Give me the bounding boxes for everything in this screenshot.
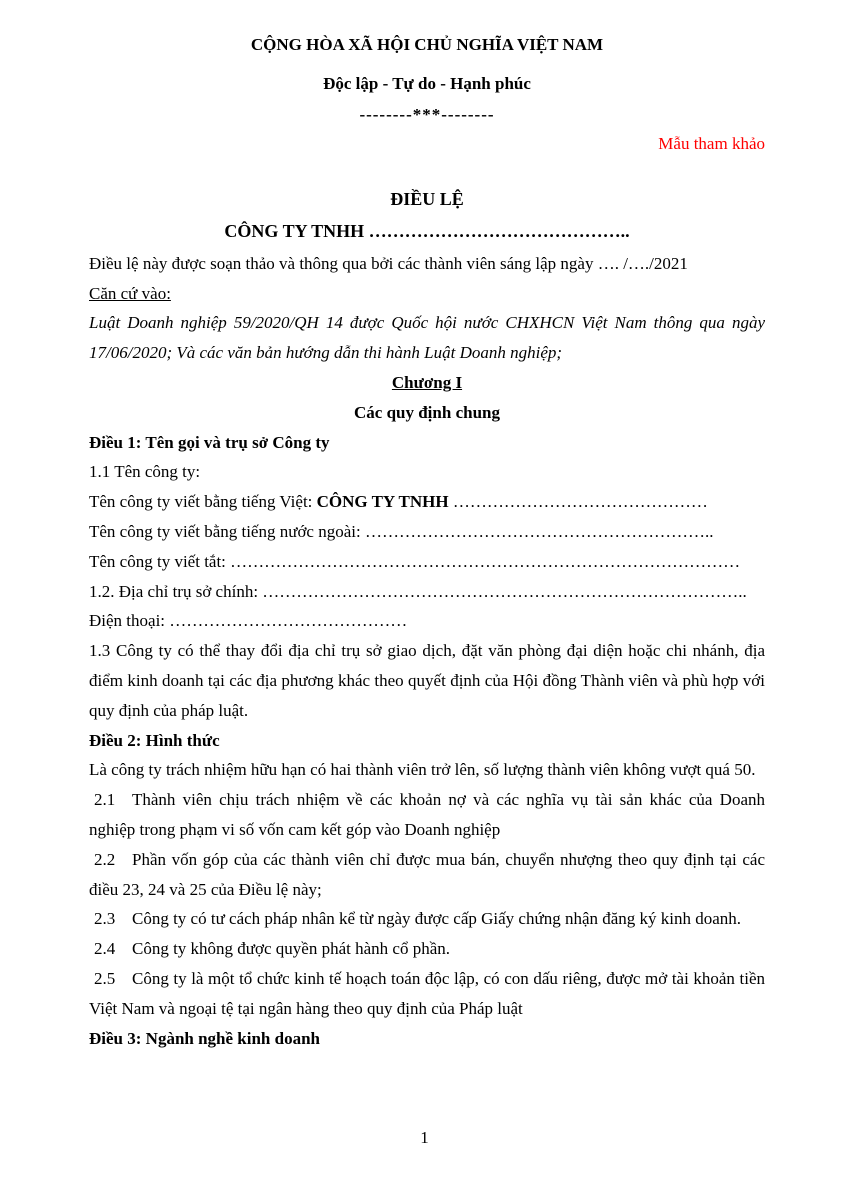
clause-text: Công ty có tư cách pháp nhân kể từ ngày được cấp Giấy chứng nhận đăng ký kinh doanh.: [132, 909, 742, 929]
clause-text: Công ty là một tổ chức kinh tế hoạch toán độc lập, có con dấu riêng, được mở tài khoản tiền Việt Nam và ngoại tệ tại ngân hàng theo quy định của Pháp luật: [89, 968, 765, 1018]
charter-title: ĐIỀU LỆ: [390, 189, 464, 210]
clause-2-3: [89, 904, 765, 934]
document-content: [89, 30, 765, 1053]
clause-number: 2.1: [94, 790, 116, 810]
article2-intro: Là công ty trách nhiệm hữu hạn có hai thành viên trở lên, số lượng thành viên không vượt quá 50.: [89, 760, 756, 780]
clause-number: 2.2: [94, 849, 116, 869]
clause-number: 2.5: [94, 968, 116, 988]
chapter-heading-line: [89, 368, 765, 398]
company-title-dots: ……………………………………..: [364, 220, 630, 241]
clause-2-5: [89, 964, 765, 1024]
vietnamese-name-prefix: Tên công ty viết bằng tiếng Việt:: [89, 492, 317, 512]
basis-text: Luật Doanh nghiệp 59/2020/QH 14 được Quốc hội nước CHXHCN Việt Nam thông qua ngày 17/06/2020; Và các văn bản hướng dẫn thi hành Luật Doanh nghiệp;: [89, 313, 765, 363]
vietnamese-name-dots: ………………………………………: [448, 492, 708, 512]
phone-line: Điện thoại: ……………………………………: [89, 611, 408, 631]
clause-text: Công ty không được quyền phát hành cổ phần.: [132, 939, 451, 959]
national-title: CỘNG HÒA XÃ HỘI CHỦ NGHĨA VIỆT NAM: [250, 35, 604, 54]
clause-2-1: [89, 785, 765, 845]
vietnamese-name-line: [89, 487, 765, 517]
vietnamese-name-company: CÔNG TY TNHH: [316, 492, 449, 512]
basis-label: Căn cứ vào:: [89, 283, 171, 303]
clause-text: Thành viên chịu trách nhiệm về các khoản nợ và các nghĩa vụ tài sản khác của Doanh nghiệp trong phạm vi số vốn cam kết góp vào Doanh nghiệp: [89, 790, 765, 839]
page-number: 1: [420, 1128, 429, 1147]
company-title-text: CÔNG TY TNHH: [224, 220, 365, 241]
clause-1-3: 1.3 Công ty có thể thay đổi địa chỉ trụ sở giao dịch, đặt văn phòng đại diện hoặc chi nhánh, địa điểm kinh doanh tại các địa phương khác theo quyết định của Hội đồng Thành viên và phù hợp với quy định của pháp luật.: [89, 641, 765, 720]
clause-2-4: [89, 934, 765, 964]
clause-1-1-label: 1.1 Tên công ty:: [89, 462, 201, 482]
chapter-subheading: Các quy định chung: [354, 402, 500, 422]
basis-label-line: [89, 279, 765, 309]
national-motto: Độc lập - Tự do - Hạnh phúc: [323, 73, 531, 93]
chapter-heading: Chương I: [391, 372, 463, 392]
clause-number: 2.3: [94, 909, 116, 929]
company-title-line: [89, 217, 765, 247]
foreign-name-line: Tên công ty viết bằng tiếng nước ngoài: ……………………………………………………..: [89, 521, 714, 541]
charter-intro-line: Điều lệ này được soạn thảo và thông qua bởi các thành viên sáng lập ngày …. /…./2021: [89, 253, 688, 273]
clause-2-2: [89, 845, 765, 905]
reference-note: Mẫu tham khảo: [658, 134, 765, 154]
short-name-line: Tên công ty viết tắt: ………………………………………………………………………………: [89, 551, 741, 571]
head-office-line: 1.2. Địa chỉ trụ sở chính: …………………………………………………………………………..: [89, 581, 747, 601]
clause-number: 2.4: [94, 939, 116, 959]
article3-heading: Điều 3: Ngành nghề kinh doanh: [89, 1028, 321, 1048]
article1-heading: Điều 1: Tên gọi và trụ sở Công ty: [89, 432, 330, 452]
clause-text: Phần vốn góp của các thành viên chỉ được mua bán, chuyển nhượng theo quy định tại các điều 23, 24 và 25 của Điều lệ này;: [89, 849, 765, 899]
header-divider: --------***--------: [359, 104, 495, 124]
article2-heading: Điều 2: Hình thức: [89, 730, 220, 750]
